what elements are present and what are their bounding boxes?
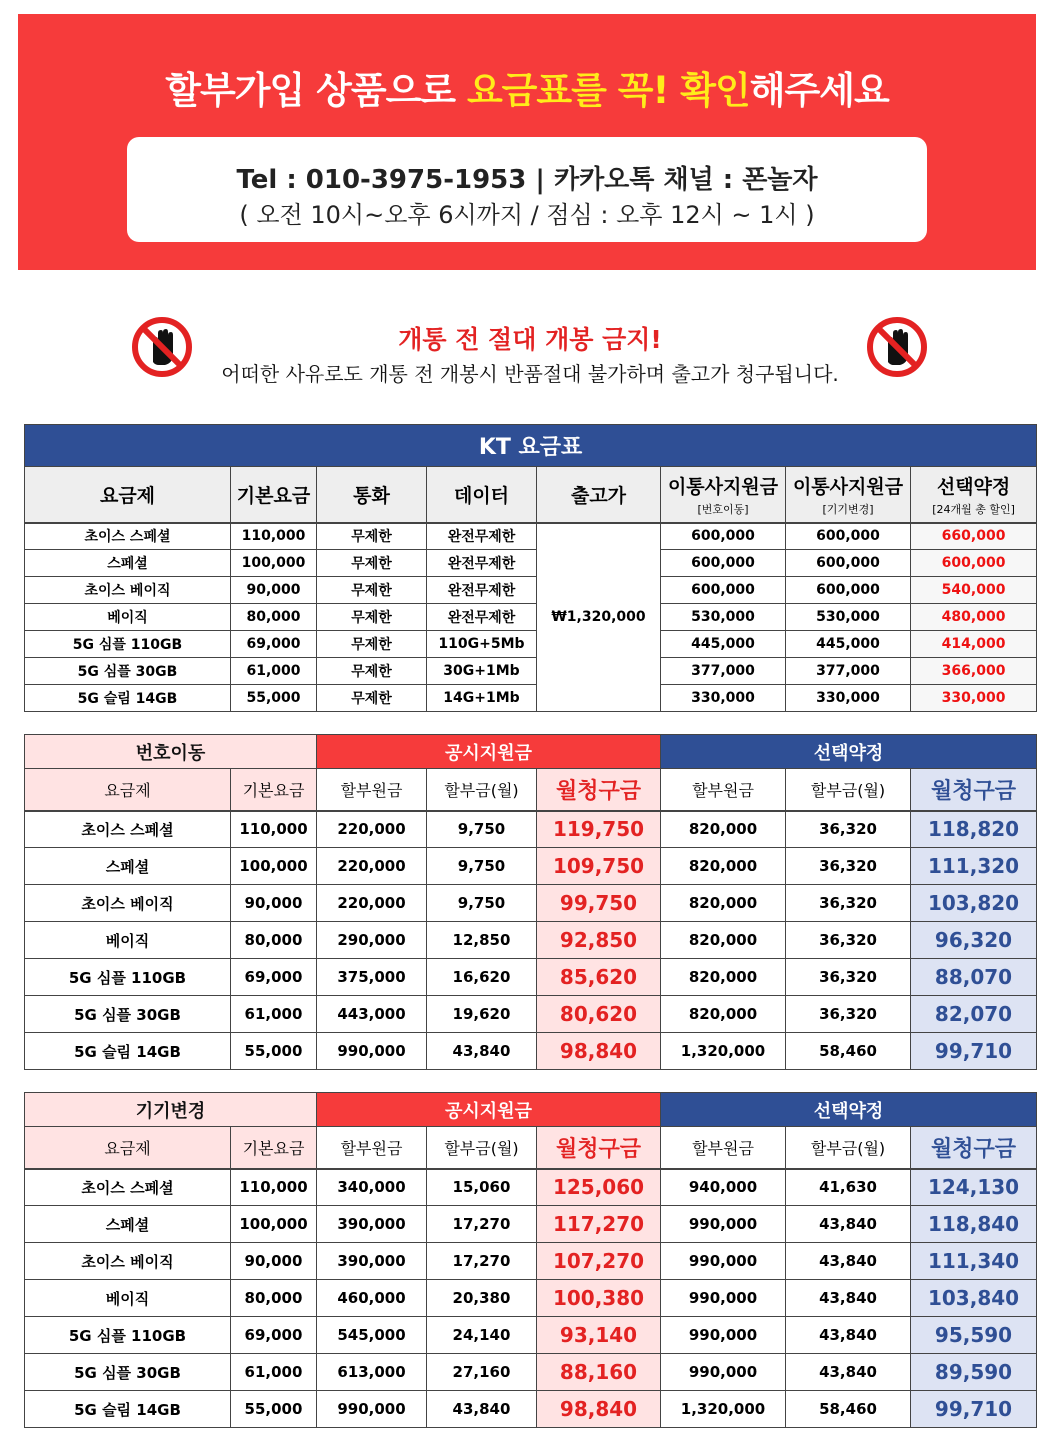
table-cell: 530,000 (786, 604, 911, 631)
table-cell: 스페셜 (25, 848, 231, 885)
table-cell: 9,750 (427, 885, 537, 922)
table-cell: 90,000 (231, 1243, 317, 1280)
column-header: 할부원금 (317, 1127, 427, 1169)
table-cell: 무제한 (317, 631, 427, 658)
table-cell: 92,850 (537, 922, 661, 959)
table-row (25, 1243, 1037, 1280)
column-header: 할부원금 (661, 1127, 786, 1169)
device-change-table (24, 1092, 1037, 1428)
table-cell: 118,840 (911, 1206, 1037, 1243)
table-cell: 무제한 (317, 550, 427, 577)
table-cell: 125,060 (537, 1169, 661, 1206)
table-cell: 530,000 (661, 604, 786, 631)
column-header (427, 467, 537, 523)
table-cell: 820,000 (661, 848, 786, 885)
column-header-label: 선택약정 (936, 475, 1011, 498)
table-cell: 110,000 (231, 811, 317, 848)
table-cell: 414,000 (911, 631, 1037, 658)
table-cell: 93,140 (537, 1317, 661, 1354)
table-cell: 100,000 (231, 848, 317, 885)
table-cell: 스페셜 (25, 1206, 231, 1243)
kt-plan-table (24, 424, 1037, 712)
table-cell: 완전무제한 (427, 577, 537, 604)
table-cell: 스페셜 (25, 550, 231, 577)
table-cell: 98,840 (537, 1391, 661, 1428)
table-cell: 1,320,000 (661, 1033, 786, 1070)
table-cell: 940,000 (661, 1169, 786, 1206)
table-row (25, 685, 1037, 712)
table-cell: 124,130 (911, 1169, 1037, 1206)
table-cell: 69,000 (231, 1317, 317, 1354)
table-cell: 9,750 (427, 811, 537, 848)
table-cell: 무제한 (317, 604, 427, 631)
table-cell: 445,000 (786, 631, 911, 658)
table-cell: 43,840 (786, 1317, 911, 1354)
table-row (25, 550, 1037, 577)
table-cell: 88,070 (911, 959, 1037, 996)
table-cell: 443,000 (317, 996, 427, 1033)
warning-title: 개통 전 절대 개봉 금지! (398, 325, 662, 354)
contact-hours: ( 오전 10시~오후 6시까지 / 점심 : 오후 12시 ~ 1시 ) (239, 201, 815, 229)
table-cell: 990,000 (661, 1317, 786, 1354)
table-cell: 990,000 (661, 1243, 786, 1280)
table-cell: 80,620 (537, 996, 661, 1033)
table-cell: 119,750 (537, 811, 661, 848)
column-header-label: 통화 (353, 484, 390, 507)
column-header-label: 출고가 (570, 484, 627, 507)
table-cell: 820,000 (661, 922, 786, 959)
table-cell: 17,270 (427, 1206, 537, 1243)
table-cell: 초이스 베이직 (25, 885, 231, 922)
column-header (911, 467, 1037, 523)
table-cell: 85,620 (537, 959, 661, 996)
table-cell: 660,000 (911, 523, 1037, 550)
banner-title (18, 60, 1036, 114)
table-row (25, 885, 1037, 922)
table-cell: 99,710 (911, 1033, 1037, 1070)
column-header-label: 데이터 (453, 484, 510, 507)
column-header: 월청구금 (911, 1127, 1037, 1169)
table-cell: 103,840 (911, 1280, 1037, 1317)
column-header (786, 467, 911, 523)
table-cell: 545,000 (317, 1317, 427, 1354)
table-cell: 5G 슬림 14GB (25, 685, 231, 712)
table-cell: 390,000 (317, 1243, 427, 1280)
table-cell: 375,000 (317, 959, 427, 996)
contact-phone-kakao: Tel : 010-3975-1953 | 카카오톡 채널 : 폰놀자 (236, 165, 818, 195)
column-header-label: 요금제 (99, 484, 156, 507)
table-cell: 460,000 (317, 1280, 427, 1317)
table-cell: 베이직 (25, 922, 231, 959)
column-header: 할부금(월) (786, 769, 911, 811)
contact-box (127, 137, 927, 242)
table-cell: 43,840 (427, 1033, 537, 1070)
table-row (25, 523, 1037, 550)
table-cell: 100,380 (537, 1280, 661, 1317)
table-cell: 43,840 (786, 1354, 911, 1391)
table-cell: 36,320 (786, 885, 911, 922)
table-cell: 무제한 (317, 523, 427, 550)
number-port-table (24, 734, 1037, 1070)
column-header-sublabel: [24개월 총 할인] (932, 502, 1015, 516)
column-header-label: 기본요금 (236, 484, 311, 507)
column-header (661, 467, 786, 523)
column-header: 할부금(월) (427, 769, 537, 811)
table-row (25, 631, 1037, 658)
table-cell: 220,000 (317, 885, 427, 922)
column-header-label: 이통사지원금 (792, 475, 904, 498)
table-cell: 58,460 (786, 1033, 911, 1070)
group-select-contract: 선택약정 (661, 1093, 1037, 1127)
table-cell: 5G 슬림 14GB (25, 1391, 231, 1428)
table-cell: 19,620 (427, 996, 537, 1033)
table-cell: 27,160 (427, 1354, 537, 1391)
table-cell: 990,000 (661, 1206, 786, 1243)
banner-title-post: 해주세요 (749, 69, 889, 112)
table-cell: 80,000 (231, 1280, 317, 1317)
table-cell: 완전무제한 (427, 523, 537, 550)
table-cell: 990,000 (661, 1280, 786, 1317)
table-cell: 69,000 (231, 959, 317, 996)
table-cell: 330,000 (786, 685, 911, 712)
column-header-label: 이통사지원금 (667, 475, 779, 498)
table-cell: 600,000 (661, 577, 786, 604)
column-header-sublabel: [번호이동] (697, 502, 749, 516)
table-cell: 베이직 (25, 1280, 231, 1317)
column-header (25, 467, 231, 523)
table-cell: 613,000 (317, 1354, 427, 1391)
table-cell: 58,460 (786, 1391, 911, 1428)
table-cell: 89,590 (911, 1354, 1037, 1391)
table-cell: 109,750 (537, 848, 661, 885)
table-cell: 110,000 (231, 523, 317, 550)
table-cell: 55,000 (231, 1391, 317, 1428)
table-cell: 5G 심플 110GB (25, 1317, 231, 1354)
table-cell: 36,320 (786, 848, 911, 885)
table-cell: 베이직 (25, 604, 231, 631)
table-cell: 600,000 (661, 550, 786, 577)
table-cell: 96,320 (911, 922, 1037, 959)
table-cell: 55,000 (231, 685, 317, 712)
table-cell: 340,000 (317, 1169, 427, 1206)
table-cell: 103,820 (911, 885, 1037, 922)
table-cell: 600,000 (786, 550, 911, 577)
table-row (25, 658, 1037, 685)
section-label: 기기변경 (25, 1093, 317, 1127)
table-cell: 820,000 (661, 811, 786, 848)
table-cell: 무제한 (317, 685, 427, 712)
table-cell: 5G 심플 30GB (25, 996, 231, 1033)
table-cell: 20,380 (427, 1280, 537, 1317)
table-cell: 480,000 (911, 604, 1037, 631)
column-header: 월청구금 (537, 769, 661, 811)
table-cell: 111,340 (911, 1243, 1037, 1280)
table-cell: 30G+1Mb (427, 658, 537, 685)
table-cell: 390,000 (317, 1206, 427, 1243)
table-cell: 220,000 (317, 811, 427, 848)
table-cell: 43,840 (427, 1391, 537, 1428)
table-cell: 600,000 (786, 577, 911, 604)
table-cell: 290,000 (317, 922, 427, 959)
table-cell: 107,270 (537, 1243, 661, 1280)
table-cell: 무제한 (317, 577, 427, 604)
table-cell: 540,000 (911, 577, 1037, 604)
table-row (25, 959, 1037, 996)
banner-title-highlight: 요금표를 꼭! 확인 (466, 69, 750, 112)
table-cell: 61,000 (231, 658, 317, 685)
table-cell: 36,320 (786, 811, 911, 848)
table-row (25, 922, 1037, 959)
table-cell: 377,000 (786, 658, 911, 685)
table-cell: 100,000 (231, 550, 317, 577)
table-cell: 36,320 (786, 996, 911, 1033)
table-cell: 5G 심플 30GB (25, 658, 231, 685)
table-cell: 55,000 (231, 1033, 317, 1070)
table-row (25, 1280, 1037, 1317)
warning-description: 어떠한 사유로도 개통 전 개봉시 반품절대 불가하며 출고가 청구됩니다. (221, 362, 839, 386)
table-cell: 99,710 (911, 1391, 1037, 1428)
table-cell: 초이스 베이직 (25, 1243, 231, 1280)
table-cell: 12,850 (427, 922, 537, 959)
section-label: 번호이동 (25, 735, 317, 769)
table-cell: 초이스 스페셜 (25, 1169, 231, 1206)
table-row (25, 996, 1037, 1033)
banner-title-pre: 할부가입 상품으로 (165, 69, 467, 112)
table-row (25, 1391, 1037, 1428)
table-cell: 110G+5Mb (427, 631, 537, 658)
table-cell: 69,000 (231, 631, 317, 658)
group-public-subsidy: 공시지원금 (317, 1093, 661, 1127)
table-cell: 5G 심플 30GB (25, 1354, 231, 1391)
table-row (25, 1169, 1037, 1206)
column-header-sublabel: [기기변경] (822, 502, 874, 516)
table-cell: 95,590 (911, 1317, 1037, 1354)
plan-table-title: KT 요금표 (25, 425, 1037, 467)
table-cell: 445,000 (661, 631, 786, 658)
table-cell: 820,000 (661, 959, 786, 996)
table-cell: 9,750 (427, 848, 537, 885)
table-cell: 초이스 스페셜 (25, 523, 231, 550)
column-header (537, 467, 661, 523)
table-cell: 1,320,000 (661, 1391, 786, 1428)
table-cell: 16,620 (427, 959, 537, 996)
column-header: 할부금(월) (427, 1127, 537, 1169)
table-cell: 600,000 (661, 523, 786, 550)
table-row (25, 1317, 1037, 1354)
table-row (25, 577, 1037, 604)
table-cell: 61,000 (231, 996, 317, 1033)
table-cell: 80,000 (231, 604, 317, 631)
table-cell: 5G 심플 110GB (25, 631, 231, 658)
table-cell: 990,000 (661, 1354, 786, 1391)
table-cell: 61,000 (231, 1354, 317, 1391)
table-cell: 5G 슬림 14GB (25, 1033, 231, 1070)
table-cell: 17,270 (427, 1243, 537, 1280)
release-price: ₩1,320,000 (537, 523, 661, 712)
column-header: 기본요금 (231, 769, 317, 811)
table-cell: 990,000 (317, 1391, 427, 1428)
table-row (25, 848, 1037, 885)
table-row (25, 811, 1037, 848)
column-header: 할부금(월) (786, 1127, 911, 1169)
table-row (25, 604, 1037, 631)
table-cell: 82,070 (911, 996, 1037, 1033)
table-cell: 무제한 (317, 658, 427, 685)
table-cell: 820,000 (661, 996, 786, 1033)
table-cell: 5G 심플 110GB (25, 959, 231, 996)
header-banner (18, 14, 1036, 270)
group-public-subsidy: 공시지원금 (317, 735, 661, 769)
table-cell: 330,000 (911, 685, 1037, 712)
table-cell: 117,270 (537, 1206, 661, 1243)
table-cell: 36,320 (786, 922, 911, 959)
table-row (25, 1206, 1037, 1243)
table-cell: 820,000 (661, 885, 786, 922)
table-cell: 110,000 (231, 1169, 317, 1206)
table-cell: 24,140 (427, 1317, 537, 1354)
table-cell: 90,000 (231, 577, 317, 604)
table-row (25, 1033, 1037, 1070)
table-cell: 100,000 (231, 1206, 317, 1243)
table-cell: 330,000 (661, 685, 786, 712)
table-cell: 377,000 (661, 658, 786, 685)
table-cell: 41,630 (786, 1169, 911, 1206)
table-cell: 220,000 (317, 848, 427, 885)
table-cell: 43,840 (786, 1280, 911, 1317)
table-cell: 600,000 (911, 550, 1037, 577)
table-cell: 118,820 (911, 811, 1037, 848)
column-header: 월청구금 (537, 1127, 661, 1169)
table-cell: 43,840 (786, 1206, 911, 1243)
table-cell: 111,320 (911, 848, 1037, 885)
table-cell: 완전무제한 (427, 604, 537, 631)
table-cell: 초이스 베이직 (25, 577, 231, 604)
column-header: 기본요금 (231, 1127, 317, 1169)
table-cell: 366,000 (911, 658, 1037, 685)
table-cell: 36,320 (786, 959, 911, 996)
group-select-contract: 선택약정 (661, 735, 1037, 769)
table-cell: 14G+1Mb (427, 685, 537, 712)
column-header: 요금제 (25, 1127, 231, 1169)
table-cell: 990,000 (317, 1033, 427, 1070)
table-cell: 88,160 (537, 1354, 661, 1391)
table-cell: 600,000 (786, 523, 911, 550)
table-cell: 90,000 (231, 885, 317, 922)
table-row (25, 1354, 1037, 1391)
column-header: 월청구금 (911, 769, 1037, 811)
table-cell: 99,750 (537, 885, 661, 922)
column-header: 할부원금 (661, 769, 786, 811)
column-header (231, 467, 317, 523)
table-cell: 15,060 (427, 1169, 537, 1206)
table-cell: 98,840 (537, 1033, 661, 1070)
column-header (317, 467, 427, 523)
table-cell: 43,840 (786, 1243, 911, 1280)
column-header: 요금제 (25, 769, 231, 811)
column-header: 할부원금 (317, 769, 427, 811)
table-cell: 완전무제한 (427, 550, 537, 577)
table-cell: 초이스 스페셜 (25, 811, 231, 848)
table-cell: 80,000 (231, 922, 317, 959)
